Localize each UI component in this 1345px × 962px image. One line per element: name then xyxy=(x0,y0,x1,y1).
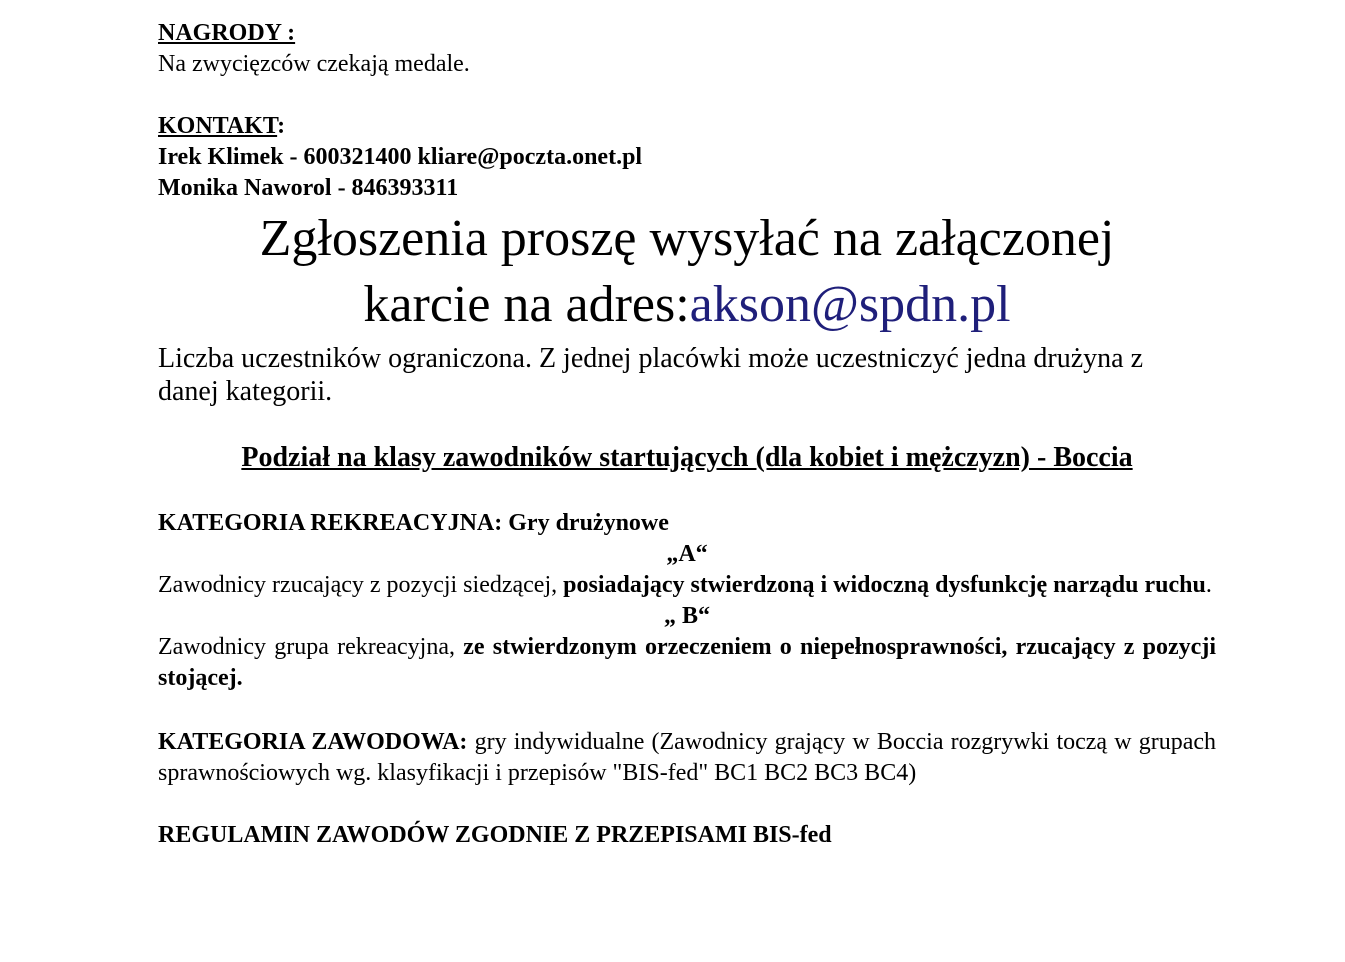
document-page xyxy=(158,18,1216,851)
class-b-description xyxy=(158,632,1216,694)
headline-line-1: Zgłoszenia proszę wysyłać na załączonej xyxy=(259,210,1115,267)
class-a-description xyxy=(158,570,1216,601)
class-a-text-bold: posiadający stwierdzoną i widoczną dysfunkcję narządu ruchu xyxy=(563,572,1206,598)
nagrody-heading: NAGRODY : xyxy=(158,20,296,46)
class-a-label: „A“ xyxy=(666,541,708,567)
headline-line-2 xyxy=(158,272,1216,338)
submission-email-link[interactable]: akson@spdn.pl xyxy=(689,276,1011,333)
kontakt-heading-line xyxy=(158,111,1216,142)
kategoria-rekreacyjna-heading: KATEGORIA REKREACYJNA: Gry drużynowe xyxy=(158,510,669,536)
contact-person-1: Irek Klimek - 600321400 kliare@poczta.onet.pl xyxy=(158,144,643,170)
participant-limit-text: Liczba uczestników ograniczona. Z jednej placówki może uczestniczyć jedna drużyna z danej kategorii. xyxy=(158,343,1143,407)
class-a-text-end: . xyxy=(1205,572,1212,598)
class-b-label: „ B“ xyxy=(663,603,710,629)
spacer xyxy=(158,80,1216,111)
contact-person-2: Monika Naworol - 846393311 xyxy=(158,175,459,201)
class-b-text-bold: ze stwierdzonym orzeczeniem o niepełnosprawności, rzucający z pozycji stojącej. xyxy=(158,634,1216,691)
kategoria-zawodowa-text: gry indywidualne (Zawodnicy grający w Boccia rozgrywki toczą w grupach sprawnościowych wg. klasyfikacji i przepisów "BIS-fed" BC1 BC2 BC3 BC4) xyxy=(158,729,1217,786)
headline-line-2-prefix: karcie na adres: xyxy=(363,276,690,333)
class-b-text-plain: Zawodnicy grupa rekreacyjna, xyxy=(158,634,464,660)
classes-section-heading: Podział na klasy zawodników startujących (dla kobiet i mężczyzn) - Boccia xyxy=(241,442,1133,473)
submission-headline xyxy=(158,206,1216,338)
regulamin-line: REGULAMIN ZAWODÓW ZGODNIE Z PRZEPISAMI BIS-fed xyxy=(158,822,832,848)
kategoria-zawodowa-heading: KATEGORIA ZAWODOWA: xyxy=(158,729,468,755)
nagrody-text: Na zwycięzców czekają medale. xyxy=(158,51,470,77)
kontakt-heading: KONTAKT xyxy=(158,113,278,139)
class-a-text-plain: Zawodnicy rzucający z pozycji siedzącej, xyxy=(158,572,564,598)
kategoria-zawodowa-paragraph xyxy=(158,727,1216,789)
kontakt-colon: : xyxy=(277,113,286,139)
